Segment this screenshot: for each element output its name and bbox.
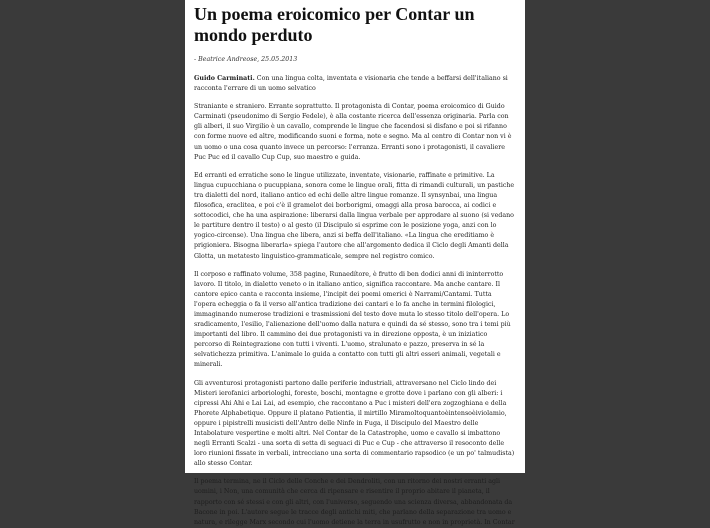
article-byline: - Beatrice Andreose, 25.05.2013 bbox=[194, 56, 298, 63]
paragraph-4: Gli avventurosi protagonisti partono dalle periferie industriali, attraversano nel Ciclo lindo dei Misteri ierofanici arboriologhi, foreste, boschi, montagne e grotte dove i parlano con gli alberi: i cipressi Ahi Ahi e Lai Lai, ad esempio, che raccontano a Puc i misteri dell'era zogzoghiana e della Phorete Alphabetique. Oppure il platano Patientia, il mirtillo Miramoltoquantoèintensoèiviolamio, oppure i pipistrelli musicisti dell'Antro delle Ninfe in Fuga, il Discipulo del Maestro delle Intabolature vespertine e molti altri. Nel Contar de la Catastrophe, uomo e cavallo si imbattono negli Erranti Scalzi - una sorta di setta di seguaci di Puc e Cup - che attraverso il resoconto delle loro riunioni fissate in verbali, intrecciano una sorta di commentario rapsodico (e un po' talmudista) allo stesso Contar. bbox=[194, 379, 515, 468]
paragraph-3: Il corposo e raffinato volume, 358 pagine, Runaedítore, è frutto di ben dodici anni di ininterrotto lavoro. Il titolo, in dialetto veneto o in italiano antico, significa raccontare. Ma anche cantare. Il cantore epico canta e racconta insieme, l'incipit dei poemi omerici è Narrami/Cantami. Tutta l'opera echeggia o fa il verso all'antica tradizione dei cantari e lo fa anche in termini filologici, immaginando numerose tradizioni e trasmissioni del testo dove muta lo stesso titolo dell'opera. Lo sradicamento, l'esilio, l'alienazione dell'uomo dalla natura e quindi da sé stesso, sono tra i temi più importanti del libro. Il cammino dei due protagonisti va in direzione opposta, è un iniziatico percorso di Reintegrazione con tutti i viventi. L'uomo, stralunato e pazzo, preserva in sé la selvatichezza primitiva. L'animale lo guida a contatto con tutti gli altri esseri animali, vegetali e minerali. bbox=[194, 270, 511, 369]
lead-text: Con una lingua colta, inventata e visionaria che tende a beffarsi dell'italiano si racconta l'errare di un uomo selvatico bbox=[194, 75, 508, 93]
article-page bbox=[185, 0, 525, 526]
paragraph-2: Ed erranti ed erratiche sono le lingue utilizzate, inventate, visionarie, raffinate e primitive. La lingua cupucchiana o pucuppiana, sonora come le lingue orali, fitta di rimandi culturali, un pastiche tra dialetti del nord, italiano antico ed echi delle altre lingue romanze. Il synsynbai, una lingua filosofica, eraclitea, e poi c'è il gramelot dei borborigmi, omaggi alla prosa barocca, ai codici e sottocodici, che ha una aspirazione: liberarsi dalla lingua verbale per approdare al suono (si vedano le partiture dentro il testo) o al gesto (il Discipulo si esprime con le posizione yoga, anzi con lo yogico-circense). Una lingua che libera, anzi si beffa dell'italiano. «La lingua che ereditiamo è prigioniera. Bisogna liberarla» spiega l'autore che all'argomento dedica il Ciclo degli Amanti della Glotta, un metatesto linguistico-grammaticale, sempre nel registro comico. bbox=[194, 171, 515, 260]
article-title: Un poema eroicomico per Contar un mondo perduto bbox=[194, 4, 475, 45]
lead-author: Guido Carminati. bbox=[194, 75, 255, 82]
article-body bbox=[194, 102, 515, 528]
paragraph-1: Straniante e straniero. Errante soprattutto. Il protagonista di Contar, poema eroicomico di Guido Carminati (pseudonimo di Sergio Fedele), è alla costante ricerca dell'essenza originaria. Parla con gli alberi, il suo Virgilio è un cavallo, comprende le lingue che facendosi si disfano e poi si rifanno con forme nuove ed altre, modificando suoni e forma, note e segno. Ma al centro di Contar non vi è un uomo o una cosa quanto invece un percorso: l'erranza. Erranti sono i protagonisti, il cavaliere Puc Puc ed il cavallo Cup Cup, suo maestro e guida. bbox=[194, 103, 512, 161]
article-lead bbox=[194, 74, 515, 94]
paragraph-5: Il poema termina, ne il Ciclo delle Conche e dei Dendroliti, con un ritorno dei nostri erranti agli uomini, i Non, una comunità che cerca di ripensare e risentire il proprio abitare il pianeta, il rapporto con sé stessi e con gli altri, con l'universo, seguendo una scienza diversa, abbandonata da Bacone in poi. L'autore segue le tracce degli antichi miti, che parlano della separazione tra uomo e natura, e rilegge Marx secondo cui l'uomo detiene la terra in usufrutto e non in proprietà. In Contar bbox=[194, 478, 515, 526]
